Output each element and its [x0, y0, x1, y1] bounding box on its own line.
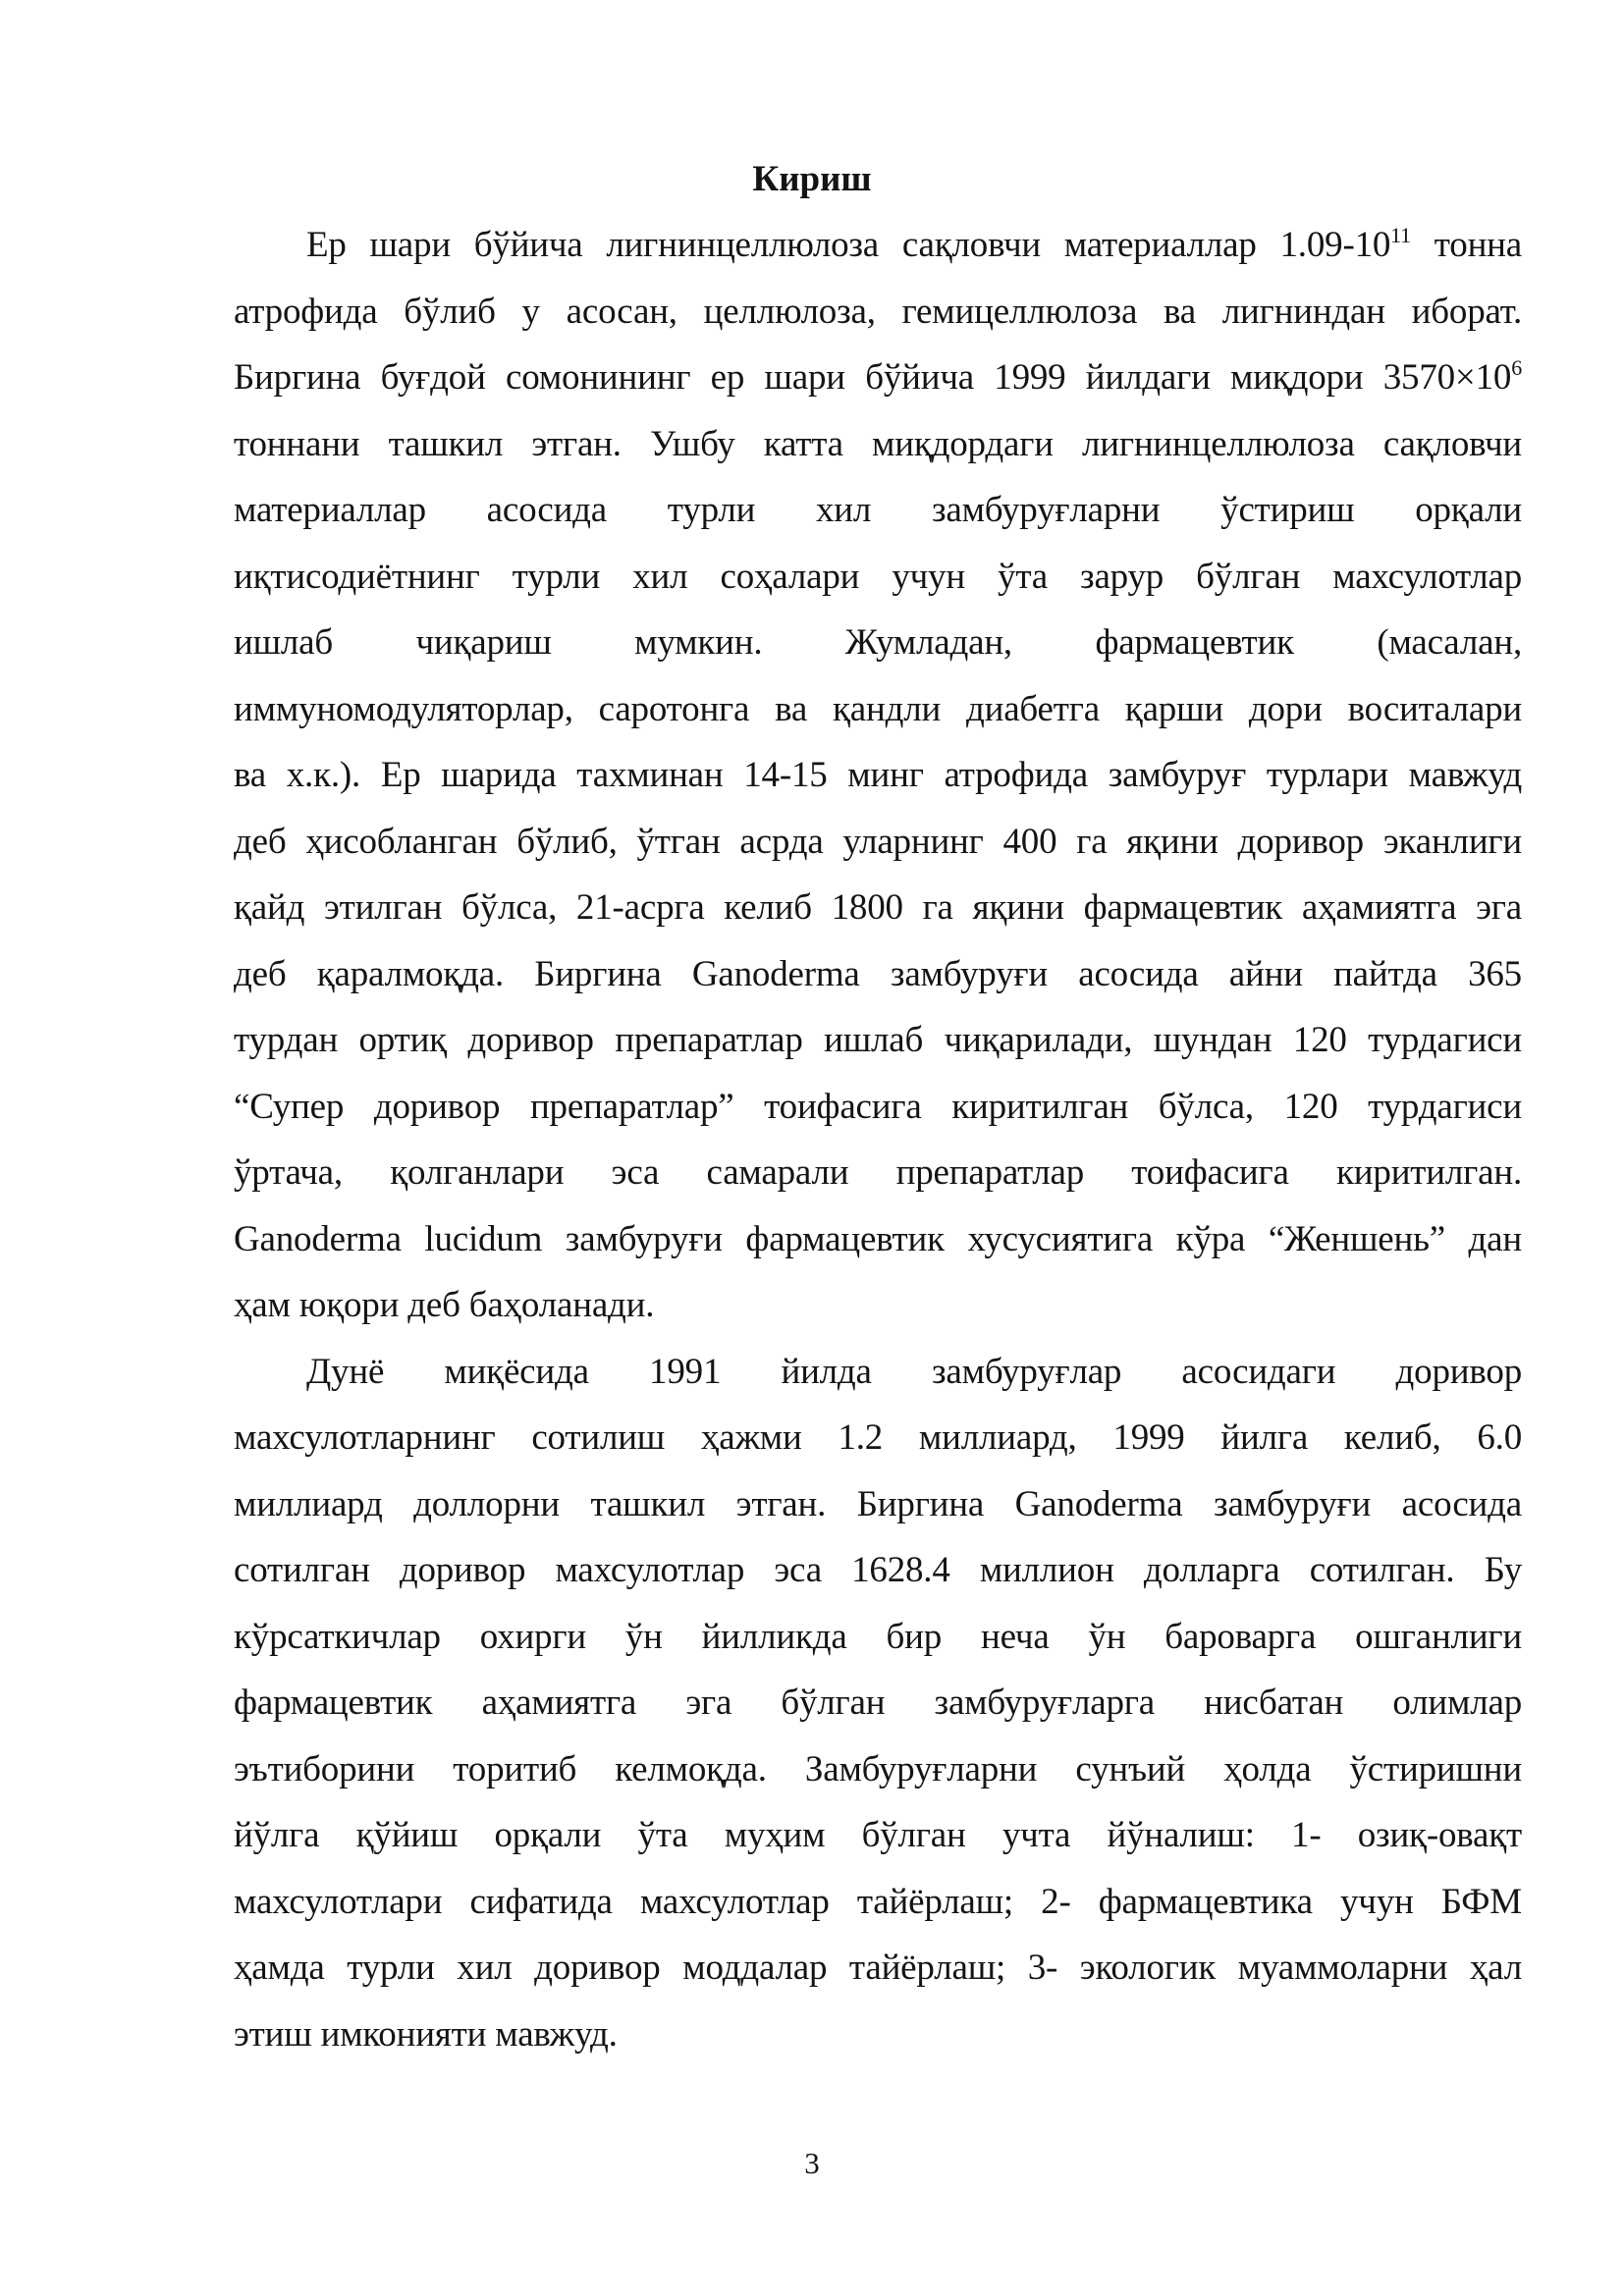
text-line: этиш имконияти мавжуд.	[234, 2013, 618, 2055]
text-line: “Супер доривор препаратлар” тоифасига киритилган бўлса, 120 турдагиси	[234, 1086, 1522, 1127]
text-line: қайд этилган бўлса, 21-асрга келиб 1800 га яқини фармацевтик аҳамиятга эга	[234, 887, 1522, 928]
text-segment: Ер шари бўйича лигнинцеллюлоза сақловчи материаллар 1.09-10	[306, 225, 1391, 265]
text-line: йўлга қўйиш орқали ўта муҳим бўлган учта йўналиш: 1- озиқ-овақт	[234, 1815, 1522, 1855]
text-line: ўртача, қолганлари эса самарали препаратлар тоифасига киритилган.	[234, 1152, 1522, 1193]
text-line	[234, 212, 1522, 279]
text-line: турдан ортиқ доривор препаратлар ишлаб чиқарилади, шундан 120 турдагиси	[234, 1020, 1522, 1060]
text-line: Ganoderma lucidum замбуруғи фармацевтик хусусиятига кўра “Женшень” дан	[234, 1218, 1522, 1259]
text-line: деб қаралмоқда. Биргина Ganoderma замбуруғи асосида айни пайтда 365	[234, 953, 1522, 994]
text-line: кўрсаткичлар охирги ўн йилликда бир неча ўн бароварга ошганлиги	[234, 1616, 1522, 1657]
text-line	[234, 345, 1522, 411]
text-line: Дунё миқёсида 1991 йилда замбуруғлар асосидаги доривор	[306, 1351, 1522, 1392]
text-segment: тонна	[1410, 225, 1522, 265]
superscript: 6	[1511, 355, 1522, 380]
text-line: атрофида бўлиб у асосан, целлюлоза, гемицеллюлоза ва лигниндан иборат.	[234, 291, 1522, 332]
text-segment: Биргина буғдой сомонининг ер шари бўйича 1999 йилдаги миқдори 3570×10	[234, 357, 1512, 398]
text-line: сотилган доривор махсулотлар эса 1628.4 миллион долларга сотилган. Бу	[234, 1550, 1522, 1590]
document-body	[234, 212, 1522, 2067]
text-line: иқтисодиётнинг турли хил соҳалари учун ўта зарур бўлган махсулотлар	[234, 556, 1522, 597]
text-line: материаллар асосида турли хил замбуруғларни ўстириш орқали	[234, 490, 1522, 530]
text-line: деб ҳисобланган бўлиб, ўтган асрда уларнинг 400 га яқини доривор эканлиги	[234, 821, 1522, 862]
text-line: фармацевтик аҳамиятга эга бўлган замбуруғларга нисбатан олимлар	[234, 1682, 1522, 1723]
text-line: махсулотларнинг сотилиш ҳажми 1.2 миллиард, 1999 йилга келиб, 6.0	[234, 1417, 1522, 1458]
paragraph-1	[234, 212, 1522, 1339]
superscript: 11	[1390, 223, 1411, 247]
text-line: ҳамда турли хил доривор моддалар тайёрлаш; 3- экологик муаммоларни ҳал	[234, 1948, 1522, 1988]
text-line: ишлаб чиқариш мумкин. Жумладан, фармацевтик (масалан,	[234, 622, 1522, 663]
text-line: ва х.к.). Ер шарида тахминан 14-15 минг атрофида замбуруғ турлари мавжуд	[234, 755, 1522, 795]
text-line: эътиборини торитиб келмоқда. Замбуруғларни сунъий ҳолда ўстиришни	[234, 1748, 1522, 1789]
text-line: миллиард доллорни ташкил этган. Биргина Ganoderma замбуруғи асосида	[234, 1483, 1522, 1524]
paragraph-2	[234, 1339, 1522, 2068]
text-line: иммуномодуляторлар, саротонга ва қандли диабетга қарши дори воситалари	[234, 688, 1522, 729]
text-line: махсулотлари сифатида махсулотлар тайёрлаш; 2- фармацевтика учун БФМ	[234, 1881, 1522, 1922]
text-line: тоннани ташкил этган. Ушбу катта миқдордаги лигнинцеллюлоза сақловчи	[234, 423, 1522, 464]
page-number: 3	[804, 2146, 820, 2180]
text-line: ҳам юқори деб баҳоланади.	[234, 1285, 655, 1325]
page-title: Кириш	[752, 159, 872, 199]
